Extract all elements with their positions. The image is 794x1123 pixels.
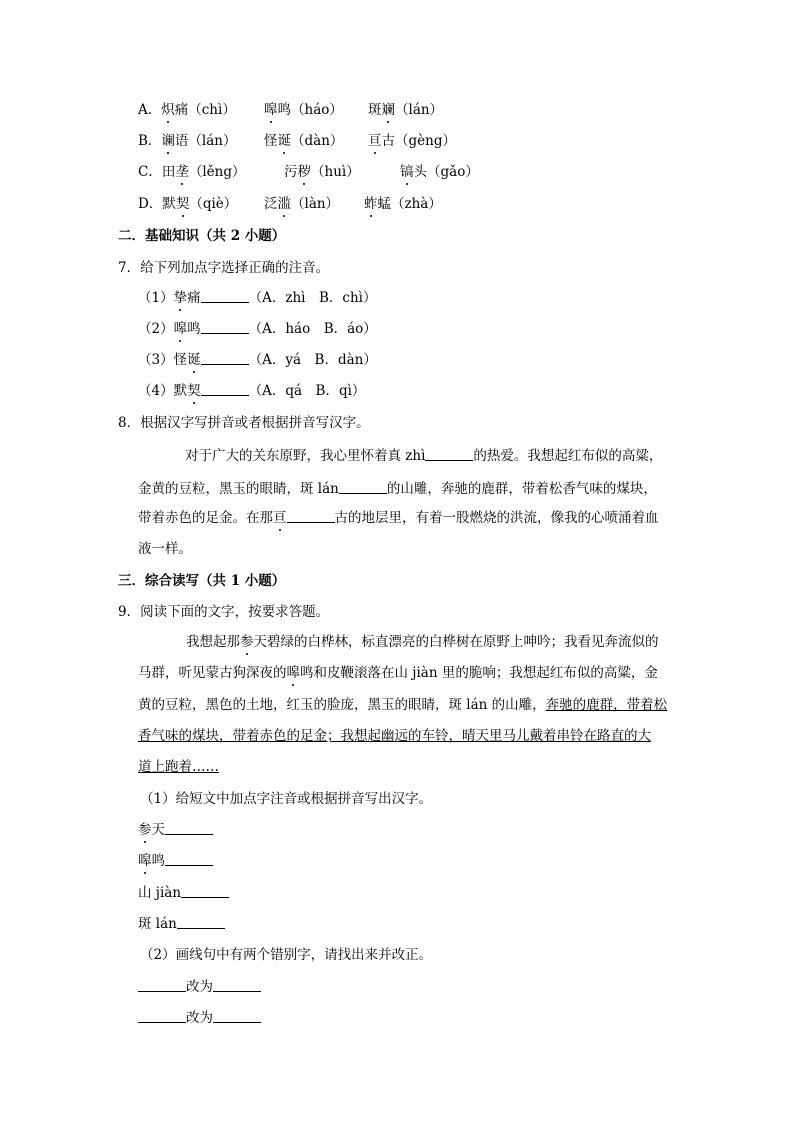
answer-blank[interactable] [138, 1010, 186, 1023]
section-3-title: 三．综合读写（共 1 小题） [118, 573, 286, 589]
q9-field-4: 斑 lán [138, 915, 225, 933]
answer-blank[interactable] [181, 885, 229, 898]
q7-item-2: （2）嗥鸣 （A．háo B．áo） [138, 321, 377, 337]
q9-para-line-2: 马群，听见蒙古狗深夜的嗥鸣和皮鞭滚落在山 jiàn 里的脆响；我想起红布似的高粱，金 [138, 665, 658, 681]
q7-item-1: （1）挚痛 （A．zhì B．chì） [138, 290, 377, 306]
answer-blank[interactable] [201, 321, 249, 334]
answer-blank[interactable] [213, 979, 261, 992]
q9-para-line-5: 道上跑着…… [138, 759, 219, 775]
q8-line-1: 对于广大的关东原野，我心里怀着真 zhì 的热爱。我想起红布似的高粱， [185, 448, 663, 464]
q9-para-line-4: 香气味的煤块，带着赤色的足金；我想起幽远的车铃，晴天里马儿戴着串铃在路直的大 [138, 728, 651, 744]
q9-sub-2: （2）画线句中有两个错别字，请找出来并改正。 [140, 947, 433, 963]
answer-blank[interactable] [177, 916, 225, 929]
q9-para-line-1: 我想起那参天碧绿的白桦林，标直漂亮的白桦树在原野上呻吟；我看见奔流似的 [186, 634, 659, 650]
q9-field-2: 嗥鸣 [138, 852, 213, 870]
q8-line-2: 金黄的豆粒，黑玉的眼睛，斑 lán 的山雕，奔驰的鹿群，带着松香气味的煤块， [138, 481, 657, 497]
answer-blank[interactable] [213, 1010, 261, 1023]
answer-blank[interactable] [201, 383, 249, 396]
q7-item-3: （3）怪诞 （A．yá B．dàn） [138, 352, 377, 368]
answer-blank[interactable] [165, 853, 213, 866]
answer-blank[interactable] [201, 352, 249, 365]
answer-blank[interactable] [287, 510, 335, 523]
option-d: D．默契（qiè） 泛滥（làn） 蚱蜢（zhà） [138, 196, 442, 212]
q7-item-4: （4）默契 （A．qá B．qì） [138, 383, 366, 399]
answer-blank[interactable] [138, 979, 186, 992]
q9-para-line-3: 黄的豆粒，黑色的土地，红玉的脸庞，黑玉的眼睛，斑 lán 的山雕，奔驰的鹿群，带着松 [138, 697, 668, 713]
q7-stem: 7．给下列加点字选择正确的注音。 [118, 260, 330, 276]
option-a: A．炽痛（chì） 嗥鸣（háo） 斑斓（lán） [138, 102, 444, 118]
answer-blank[interactable] [201, 290, 249, 303]
q9-field-3: 山 jiàn [138, 884, 229, 902]
q8-line-4: 液一样。 [138, 541, 192, 557]
correction-row-1: 改为 [138, 978, 261, 996]
answer-blank[interactable] [165, 822, 213, 835]
q9-stem: 9．阅读下面的文字，按要求答题。 [118, 604, 330, 620]
q9-field-1: 参天 [138, 821, 213, 839]
q9-sub-1: （1）给短文中加点字注音或根据拼音写出汉字。 [140, 791, 433, 807]
option-b: B．谰语（lán） 怪诞（dàn） 亘古（gèng） [138, 133, 456, 149]
section-2-title: 二．基础知识（共 2 小题） [118, 228, 286, 244]
q8-stem: 8．根据汉字写拼音或者根据拼音写汉字。 [118, 415, 370, 431]
answer-blank[interactable] [425, 448, 473, 461]
correction-row-2: 改为 [138, 1009, 261, 1027]
option-c: C．田垄（lěng） 污秽（huì） 镐头（gǎo） [138, 164, 479, 180]
q8-line-3: 带着赤色的足金。在那亘 古的地层里，有着一股燃烧的洪流，像我的心喷涌着血 [138, 510, 659, 526]
answer-blank[interactable] [339, 481, 387, 494]
